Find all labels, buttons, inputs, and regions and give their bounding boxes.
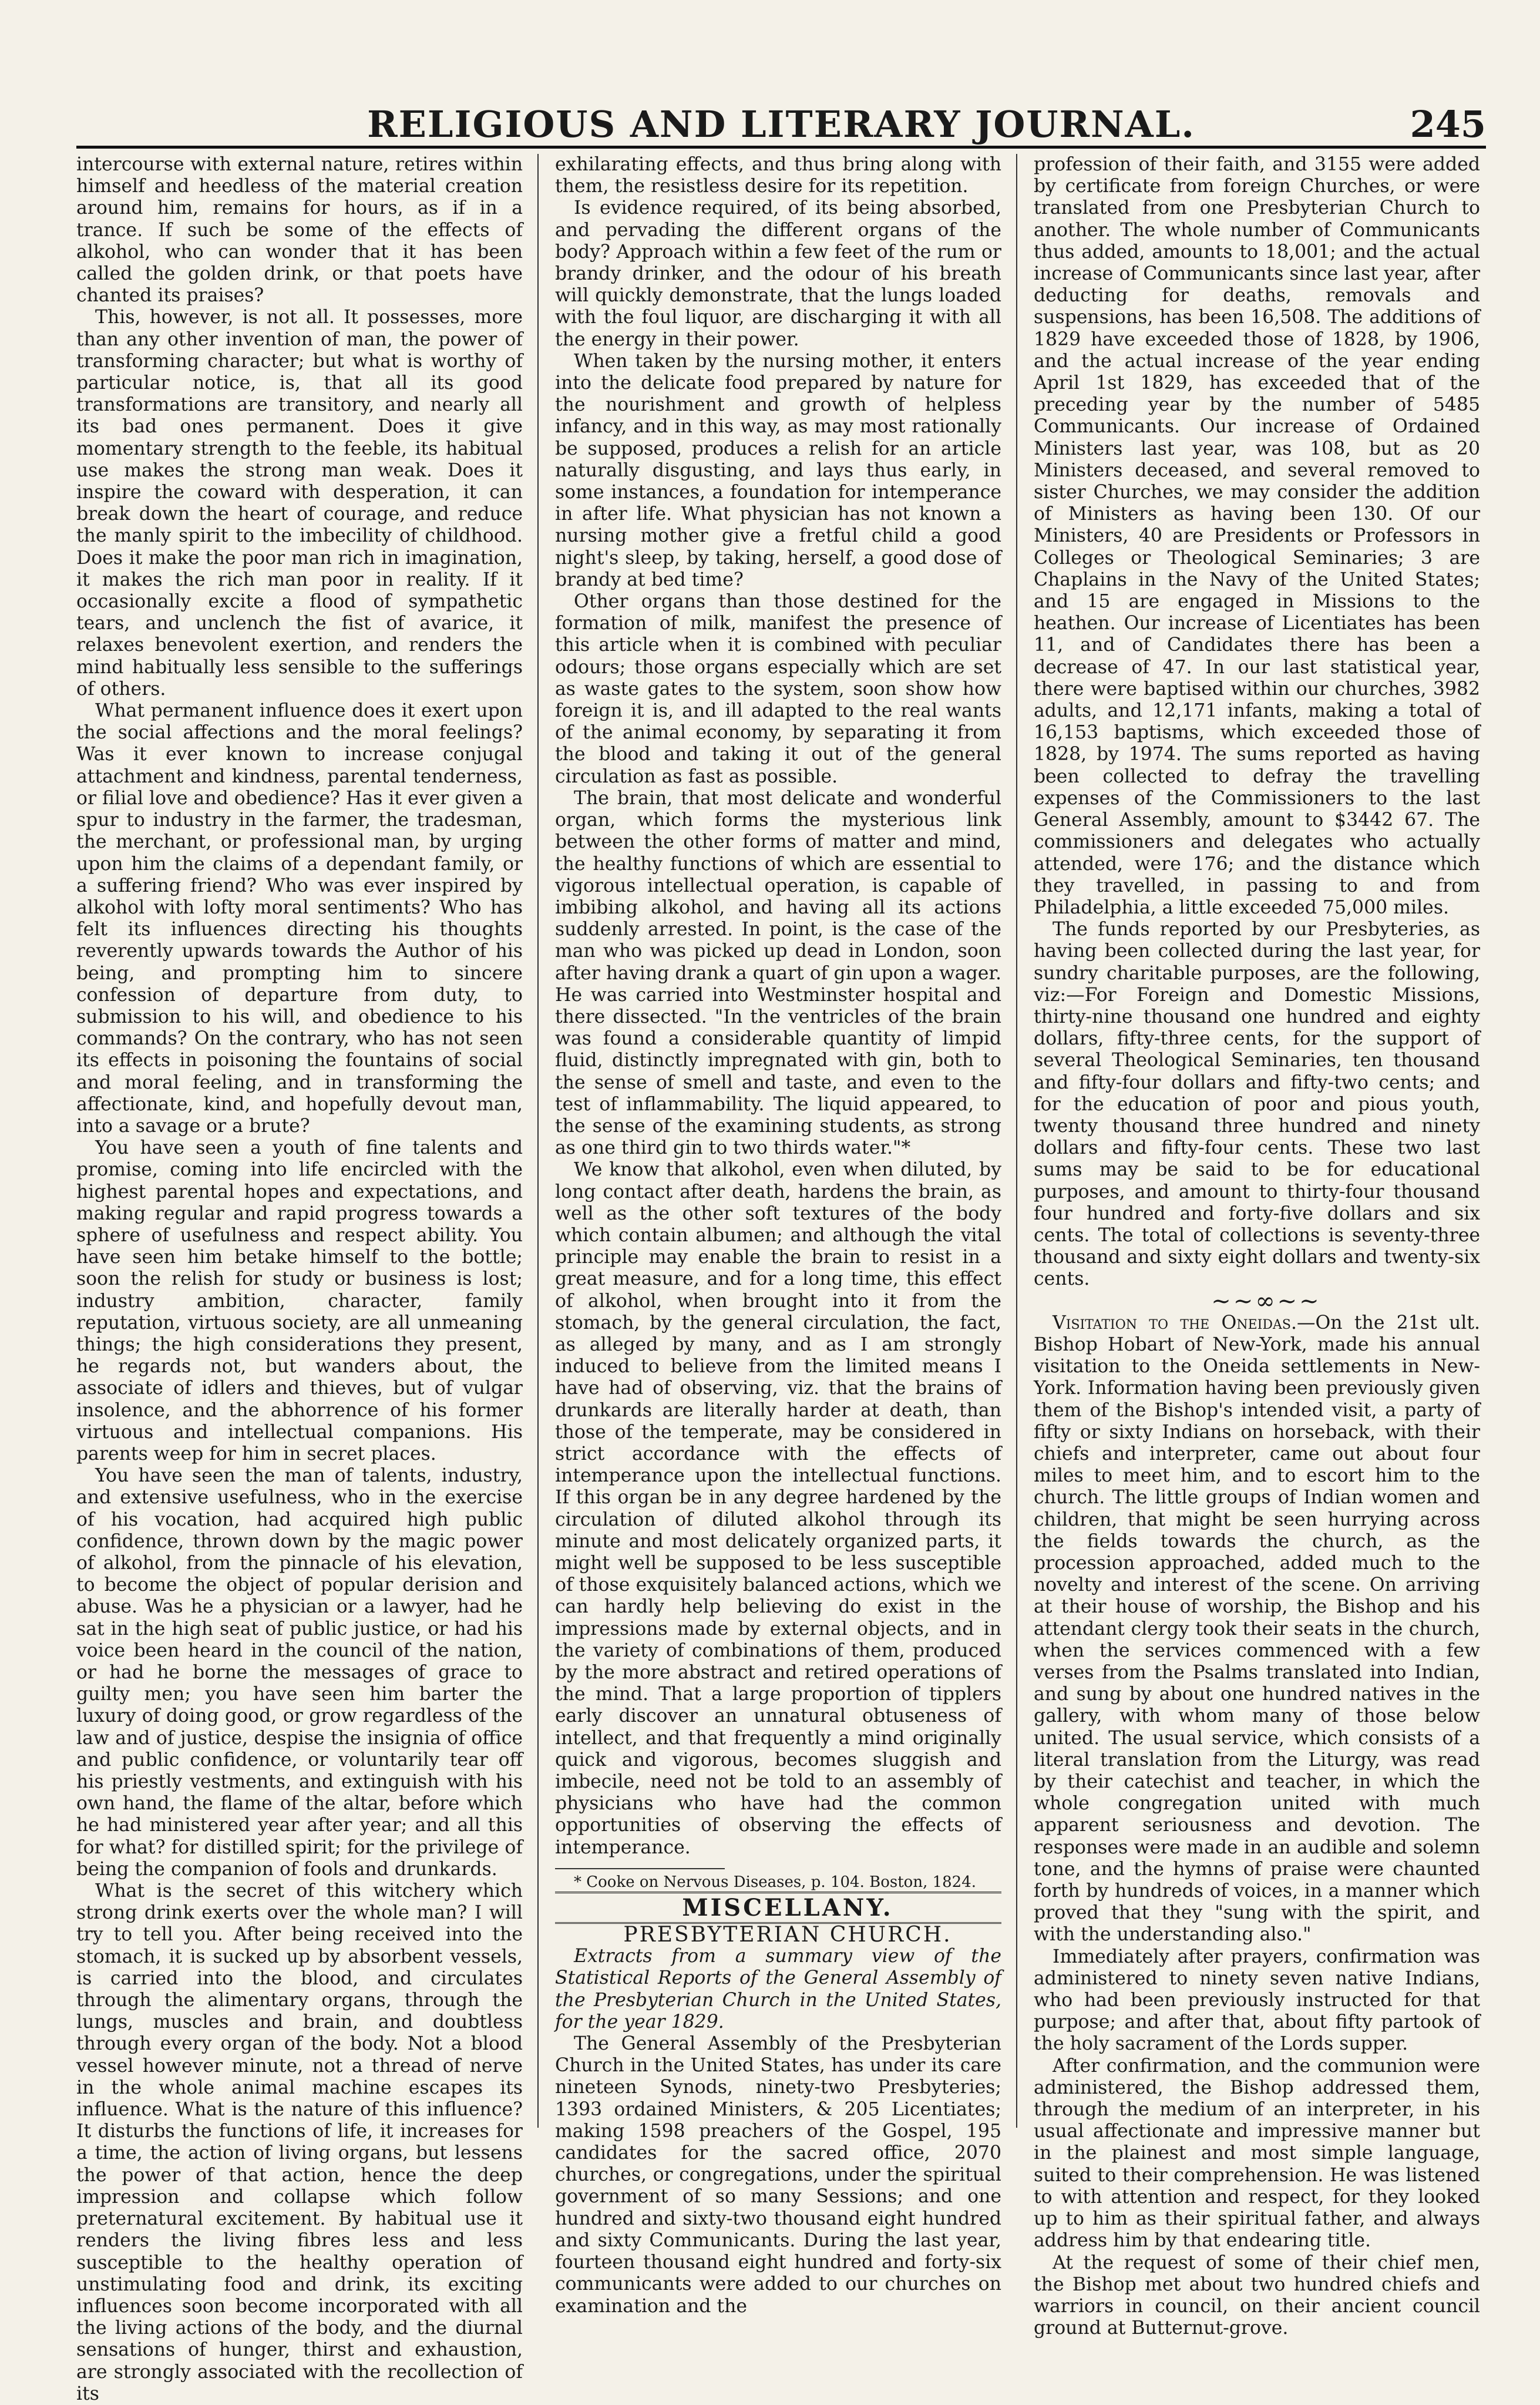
paragraph: What permanent influence does it exert upon the social affections and the moral feelings? Was it ever known to increase conjugal attachment and kindness, parental tenderness, or filial love and obedience? Has it ever given a spur to industry in the farmer, the tradesman, the merchant, or professional man, by urging upon him the claims of a dependant family, or a suffering friend? Who was ever inspired by alkohol with lofty moral sentiments? Who has felt its influences directing his thoughts reverently upwards towards the Author of his being, and prompting him to sincere confession of departure from duty, to submission to his will, and obedience to his commands? On the contrary, who has not seen its effects in poisoning the fountains of social and moral feeling, and in transforming the affectionate, kind, and hopefully devout man, into a savage or a brute?	[76, 700, 523, 1137]
paragraph: After confirmation, and the communion were administered, the Bishop addressed them, through the medium of an interpreter, in his usual affectionate and impressive manner but in the plainest and most simple language, suited to their comprehension. He was listened to with attention and respect, for they looked up to him as their spiritual father, and always address him by that endearing title.	[1034, 2055, 1480, 2252]
paragraph: When taken by the nursing mother, it enters into the delicate food prepared by nature for the nourishment and growth of helpless infancy, and in this way, as may most rationally be supposed, produces a relish for an article naturally disgusting, and lays thus early, in some instances, a foundation for intemperance in after life. What physician has not known a nursing mother give a fretful child a good night's sleep, by taking, herself, a good dose of brandy at bed time?	[555, 350, 1001, 590]
paragraph: exhilarating effects, and thus bring along with them, the resistless desire for its repetition.	[555, 154, 1001, 197]
paragraph: The brain, that most delicate and wonderful organ, which forms the mysterious link between the other forms of matter and mind, the healthy functions of which are essential to vigorous intellectual operation, is capable of imbibing alkohol, and having all its actions suddenly arrested. In point, is the case of the man who was picked up dead in London, soon after having drank a quart of gin upon a wager. He was carried into Westminster hospital and there dissected. "In the ventricles of the brain was found a considerable quantity of limpid fluid, distinctly impregnated with gin, both to the sense of smell and taste, and even to the test of inflammability. The liquid appeared, to the sense of the examining students, as strong as one third gin to two thirds water."*	[555, 787, 1001, 1159]
footnote-rule	[555, 1868, 725, 1869]
paragraph: The funds reported by our Presbyteries, as having been collected during the last year, for sundry charitable purposes, are the following, viz:—For Foreign and Domestic Missions, thirty-nine thousand one hundred and eighty dollars, fifty-three cents, for the support of several Theological Seminaries, ten thousand and fifty-four dollars and fifty-two cents; and for the education of poor and pious youth, twenty thousand three hundred and ninety dollars and fifty-four cents. These two last sums may be said to be for educational purposes, and amount to thirty-four thousand four hundred and forty-five dollars and six cents. The total of collections is seventy-three thousand and sixty eight dollars and twenty-six cents.	[1034, 919, 1480, 1290]
paragraph	[1034, 1312, 1480, 1946]
paragraph: This, however, is not all. It possesses, more than any other invention of man, the power of transforming character; but what is worthy of particular notice, is, that all its good transformations are transitory, and nearly all its bad ones permanent. Does it give momentary strength to the feeble, its habitual use makes the strong man weak. Does it inspire the coward with desperation, it can break down the heart of courage, and reduce the manly spirit to the imbecility of childhood. Does it make the poor man rich in imagination, it makes the rich man poor in reality. If it occasionally excite a flood of sympathetic tears, and unclench the fist of avarice, it relaxes benevolent exertion, and renders the mind habitually less sensible to the sufferings of others.	[76, 307, 523, 700]
paragraph: intercourse with external nature, retires within himself and heedless of the material creation around him, remains for hours, as if in a trance. If such be some of the effects of alkohol, who can wonder that it has been called the golden drink, or that poets have chanted its praises?	[76, 154, 523, 307]
ornament-divider: ~~∞~~	[1211, 1287, 1322, 1315]
column-middle	[555, 154, 1001, 2317]
paragraph: We know that alkohol, even when diluted, by long contact after death, hardens the brain, as well as the other soft textures of the body which contain albumen; and although the vital principle may enable the brain to resist in a great measure, and for a long time, this effect of alkohol, when brought into it from the stomach, by the general circulation, the fact, as alleged by many, and as I am strongly induced to believe from the limited means I have had of observing, viz. that the brains of drunkards are literally harder at death, than those of the temperate, may be considered in strict accordance with the effects of intemperance upon the intellectual functions. If this organ be in any degree hardened by the circulation of diluted alkohol through its minute and most delicately organized parts, it might well be supposed to be less susceptible of those exquisitely balanced actions, which we can hardly help believing do exist in the impressions made by external objects, and in the variety of combinations of them, produced by the more abstract and retired operations of the mind. That a large proportion of tipplers early discover an unnatural obtuseness of intellect, and that frequently a mind originally quick and vigorous, becomes sluggish and imbecile, need not be told to an assembly of physicians who have had the common opportunities of observing the effects of intemperance.	[555, 1159, 1001, 1858]
paragraph: Immediately after prayers, confirmation was administered to ninety seven native Indians, who had been previously instructed for that purpose; and after that, about fifty partook of the holy sacrament of the Lords supper.	[1034, 1946, 1480, 2055]
paragraph: What is the secret of this witchery which strong drink exerts over the whole man? I will try to tell you. After being received into the stomach, it is sucked up by absorbent vessels, is carried into the blood, and circulates through the alimentary organs, through the lungs, muscles and brain, and doubtless through every organ of the body. Not a blood vessel however minute, not a thread of nerve in the whole animal machine escapes its influence. What is the nature of this influence? It disturbs the functions of life, it increases for a time, the action of living organs, but lessens the power of that action, hence the deep impression and collapse which follow preternatural excitement. By habitual use it renders the living fibres less and less susceptible to the healthy operation of unstimulating food and drink, its exciting influences soon become incorporated with all the living actions of the body, and the diurnal sensations of hunger, thirst and exhaustion, are strongly associated with the recollection of its	[76, 1880, 523, 2404]
page-number: 245	[1410, 103, 1486, 146]
running-title: RELIGIOUS AND LITERARY JOURNAL.	[367, 103, 1195, 146]
footnote: * Cooke on Nervous Diseases, p. 104. Boston, 1824.	[574, 1873, 977, 1891]
column-rule	[1016, 154, 1017, 2128]
paragraph: At the request of some of their chief men, the Bishop met about two hundred chiefs and warriors in council, on their ancient council ground at Butternut-grove.	[1034, 2252, 1480, 2339]
section-heading: MISCELLANY.	[555, 1892, 1001, 1924]
column-left	[76, 154, 523, 2404]
paragraph: You have seen a youth of fine talents and promise, coming into life encircled with the highest parental hopes and expectations, and making regular and rapid progress towards a sphere of usefulness and respect ability. You have seen him betake himself to the bottle; soon the relish for study or business is lost; industry ambition, character, family reputation, virtuous society, are all unmeaning things; the high considerations they present, he regards not, but wanders about, the associate of idlers and thieves, but of vulgar insolence, and the abhorrence of his former virtuous and intellectual companions. His parents weep for him in secret places.	[76, 1137, 523, 1465]
paragraph: You have seen the man of talents, industry, and extensive usefulness, who in the exercise of his vocation, had acquired high public confidence, thrown down by the magic power of alkohol, from the pinnacle of his elevation, to become the object of popular derision and abuse. Was he a physician or a lawyer, had he sat in the high seat of public justice, or had his voice been heard in the council of the nation, or had he borne the messages of grace to guilty men; you have seen him barter the luxury of doing good, or grow regardless of the law and of justice, despise the insignia of office and public confidence, or voluntarily tear off his priestly vestments, and extinguish with his own hand, the flame of the altar, before which he had ministered year after year; and all this for what? for distilled spirit; for the privilege of being the companion of fools and drunkards.	[76, 1465, 523, 1880]
article-title: PRESBYTERIAN CHURCH.	[623, 1923, 952, 1947]
article-lead: Visitation to the Oneidas.	[1053, 1312, 1297, 1334]
header-rule	[76, 146, 1486, 149]
paragraph: profession of their faith, and 3155 were added by certificate from foreign Churches, or were translated from one Presbyterian Church to another. The whole number of Communicants thus added, amounts to 18,001; and the actual increase of Communicants since last year, after deducting for deaths, removals and suspensions, has been 16,508. The additions of 1829 have exceeded those of 1828, by 1906, and the actual increase of the year ending April 1st 1829, has exceeded that of the preceding year by the number of 5485 Communicants. Our increase of Ordained Ministers last year, was 108, but as 20 Ministers deceased, and several removed to sister Churches, we may consider the addition of Ministers as having been 130. Of our Ministers, 40 are Presidents or Professors in Colleges or Theological Seminaries; 3 are Chaplains in the Navy of the United States; and 15 are engaged in Missions to the heathen. Our increase of Licentiates has been 11, and of Candidates there has been a decrease of 47. In our last statistical year, there were baptised within our churches, 3982 adults, and 12,171 infants, making a total of 16,153 baptisms, which exceeded those of 1828, by 1974. The sums reported as having been collected to defray the travelling expenses of the Commissioners to the last General Assembly, amount to $3442 67. The commissioners and delegates who actually attended, were 176; and the distance which they travelled, in passing to and from Philadelphia, a little exceeded 75,000 miles.	[1034, 154, 1480, 918]
paragraph-text: —On the 21st ult. Bishop Hobart of New-York, made his annual visitation to the Oneida settlements in New-York. Information having been previously given them of the Bishop's intended visit, a party of fifty or sixty Indians on horseback, with their chiefs and interpreter, came out about four miles to meet him, and to escort him to the church. The little groups of Indian women and children, that might be seen hurrying across the fields towards the church, as the procession approached, added much to the novelty and interest of the scene. On arriving at their house of worship, the Bishop and his attendant clergy took their seats in the church, when the services commenced with a few verses from the Psalms translated into Indian, and sung by about one hundred natives in the gallery, with whom many of those below united. The usual service, which consists of a literal translation from the Liturgy, was read by their catechist and teacher, in which the whole congregation united with much apparent seriousness and devotion. The responses were made in an audible and solemn tone, and the hymns of praise were chaunted forth by hundreds of voices, in a manner which proved that they "sung with the spirit, and with the understanding also."	[1034, 1312, 1480, 1946]
column-right	[1034, 154, 1480, 2339]
paragraph: The General Assembly of the Presbyterian Church in the United States, has under its care nineteen Synods, ninety-two Presbyteries; 1393 ordained Ministers, & 205 Licentiates; making 1598 preachers of the Gospel, 195 candidates for the sacred office, 2070 churches, or congregations, under the spiritual government of so many Sessions; and one hundred and sixty-two thousand eight hundred and sixty Communicants. During the last year, fourteen thousand eight hundred and forty-six communicants were added to our churches on examination and the	[555, 2033, 1001, 2317]
column-rule	[537, 154, 539, 2128]
paragraph: Is evidence required, of its being absorbed, and pervading the different organs of the body? Approach within a few feet of the rum or brandy drinker, and the odour of his breath will quickly demonstrate, that the lungs loaded with the foul liquor, are discharging it with all the energy in their power.	[555, 197, 1001, 350]
paragraph: Other organs than those destined for the formation of milk, manifest the presence of this article when it is combined with peculiar odours; those organs especially which are set as waste gates to the system, soon show how foreign it is, and ill adapted to the real wants of the animal economy, by separating it from the blood and taking it out of the general circulation as fast as possible.	[555, 591, 1001, 787]
article-intro: Extracts from a summary view of the Statistical Reports of the General Assembly of the Presbyterian Church in the United States, for the year 1829.	[555, 1946, 1001, 2033]
